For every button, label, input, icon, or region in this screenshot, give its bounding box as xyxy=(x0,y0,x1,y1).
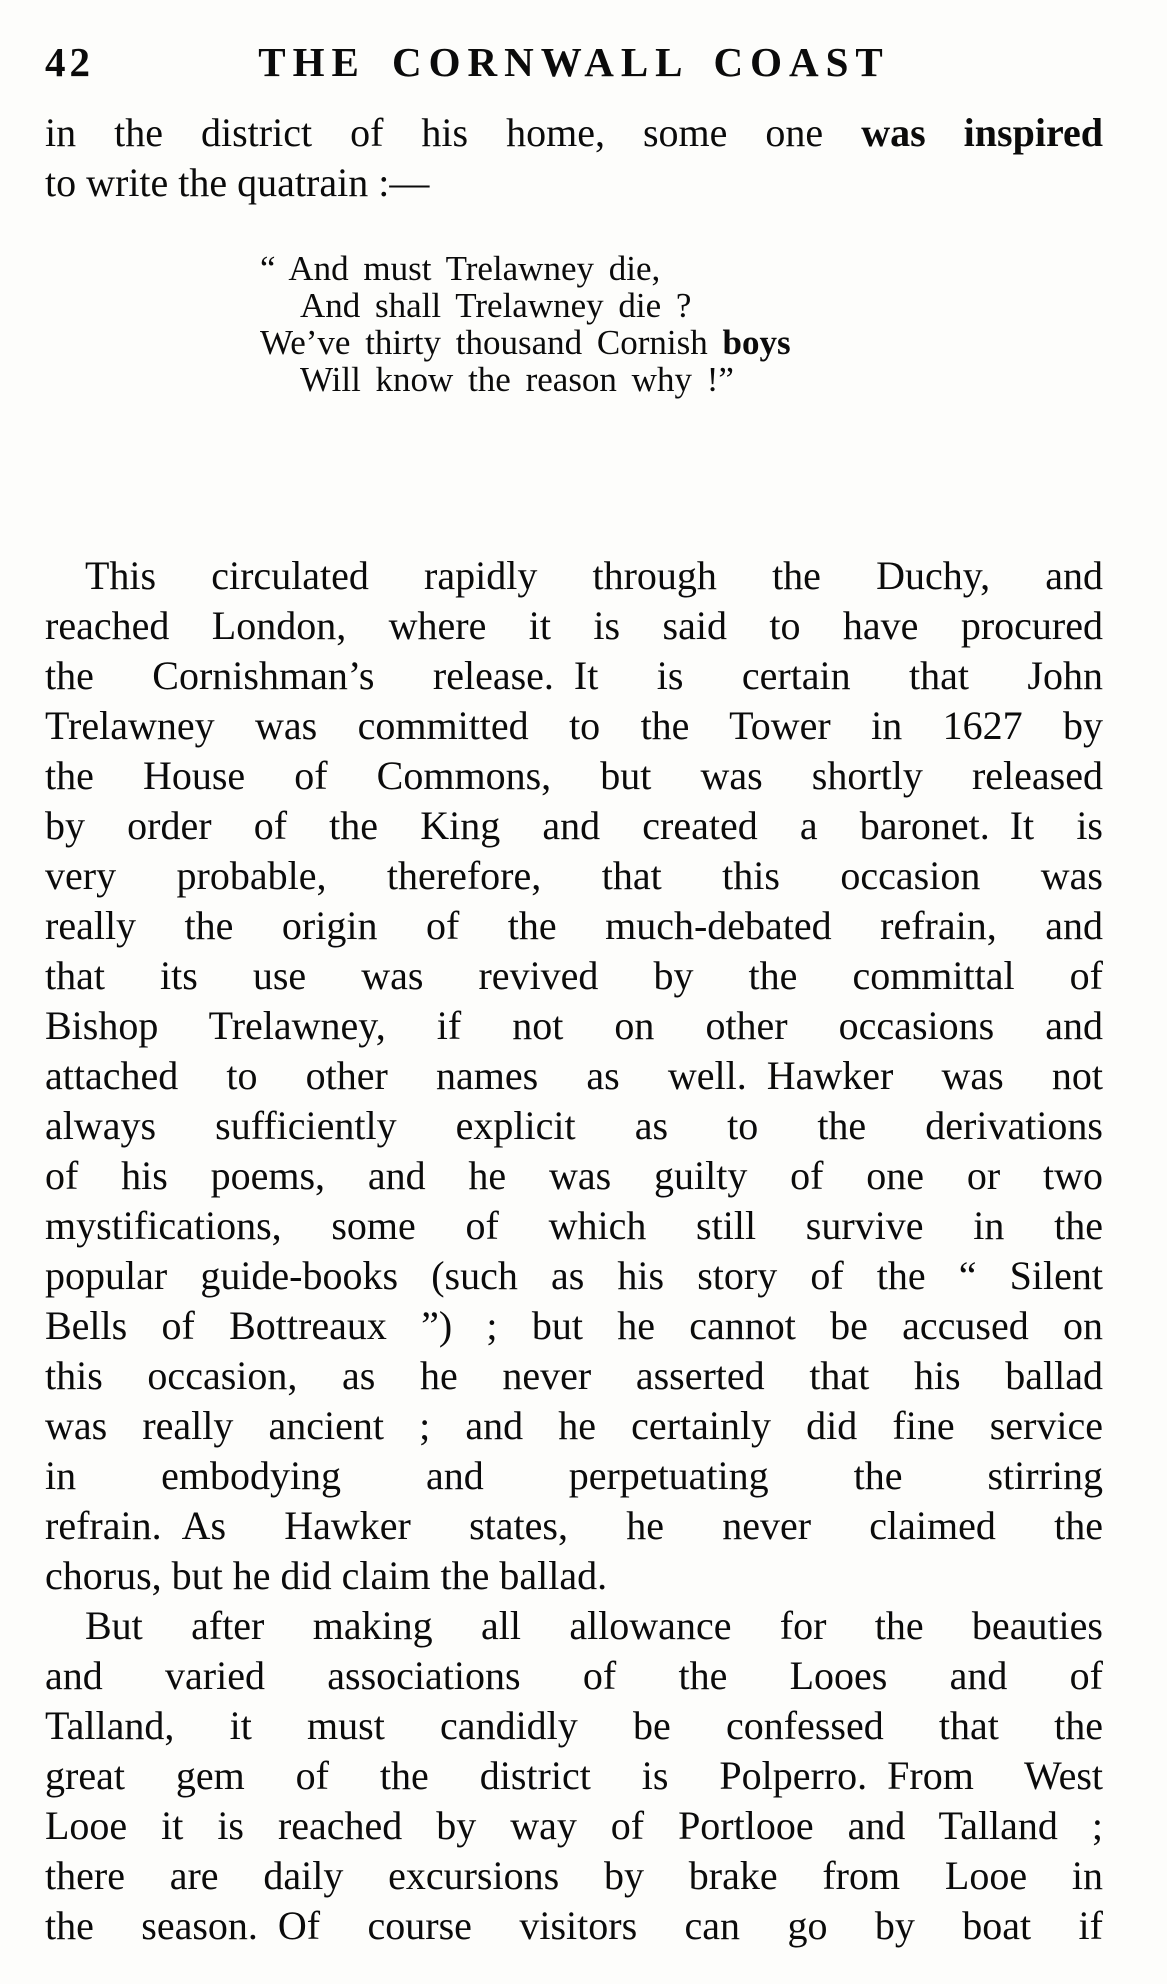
verse-line xyxy=(260,361,1103,398)
text-segment: reached London, where it is said to have procured xyxy=(45,603,1103,648)
text-segment: really the origin of the much-debated refrain, and xyxy=(45,903,1103,948)
text-line xyxy=(45,601,1103,651)
text-line xyxy=(45,951,1103,1001)
text-line xyxy=(45,801,1103,851)
text-segment: This circulated rapidly through the Duchy, and xyxy=(85,553,1103,598)
text-segment: and varied associations of the Looes and of xyxy=(45,1653,1103,1698)
text-line xyxy=(45,1651,1103,1701)
text-segment: We’ve thirty thousand Cornish xyxy=(260,323,723,362)
text-segment: by order of the King and created a baronet. It is xyxy=(45,803,1103,848)
quatrain-verse xyxy=(260,250,1103,398)
text-block xyxy=(45,108,1103,1951)
text-segment: Bishop Trelawney, if not on other occasions and xyxy=(45,1003,1103,1048)
text-segment: chorus, but he did claim the ballad. xyxy=(45,1553,608,1598)
running-head xyxy=(45,40,1103,84)
text-segment: in the district of his home, some one xyxy=(45,110,862,155)
text-segment: great gem of the district is Polperro. From West xyxy=(45,1753,1103,1798)
text-segment: in embodying and perpetuating the stirring xyxy=(45,1453,1103,1498)
text-segment: And shall Trelawney die ? xyxy=(300,286,692,325)
text-line xyxy=(45,551,1103,601)
text-line xyxy=(45,1201,1103,1251)
text-line xyxy=(45,1701,1103,1751)
verse-line xyxy=(260,250,1103,287)
paragraph-closing xyxy=(45,1601,1103,1951)
text-segment: refrain. As Hawker states, he never claimed the xyxy=(45,1503,1103,1548)
text-line xyxy=(45,1301,1103,1351)
text-segment: Will know the reason why !” xyxy=(300,360,734,399)
text-line xyxy=(45,1751,1103,1801)
text-line xyxy=(45,701,1103,751)
text-segment: Bells of Bottreaux ”) ; but he cannot be accused on xyxy=(45,1303,1103,1348)
text-segment: to write the quatrain :— xyxy=(45,160,430,205)
text-line xyxy=(45,901,1103,951)
text-segment: that its use was revived by the committal of xyxy=(45,953,1103,998)
text-segment: mystifications, some of which still survive in the xyxy=(45,1203,1103,1248)
text-line xyxy=(45,1801,1103,1851)
bold-text-segment: boys xyxy=(722,323,791,362)
text-line xyxy=(45,1601,1103,1651)
text-segment: popular guide-books (such as his story of the “ Silent xyxy=(45,1253,1103,1298)
paragraph-intro xyxy=(45,108,1103,208)
text-line xyxy=(45,851,1103,901)
text-line xyxy=(45,1401,1103,1451)
text-segment: Trelawney was committed to the Tower in 1627 by xyxy=(45,703,1103,748)
text-segment: But after making all allowance for the beauties xyxy=(85,1603,1103,1648)
text-segment: this occasion, as he never asserted that his ballad xyxy=(45,1353,1103,1398)
page-number: 42 xyxy=(45,39,94,85)
bold-text-segment: was inspired xyxy=(861,110,1103,155)
text-line xyxy=(45,1251,1103,1301)
verse-line xyxy=(260,287,1103,324)
text-segment: of his poems, and he was guilty of one or two xyxy=(45,1153,1103,1198)
text-segment: very probable, therefore, that this occasion was xyxy=(45,853,1103,898)
text-line xyxy=(45,1101,1103,1151)
text-line xyxy=(45,1901,1103,1951)
text-line xyxy=(45,158,1103,208)
text-line xyxy=(45,1551,1103,1601)
text-segment: Talland, it must candidly be confessed that the xyxy=(45,1703,1103,1748)
paragraph-body xyxy=(45,551,1103,1601)
text-segment: the season. Of course visitors can go by boat if xyxy=(45,1903,1103,1948)
verse-line xyxy=(260,324,1103,361)
text-segment: always sufficiently explicit as to the derivations xyxy=(45,1103,1103,1148)
text-line xyxy=(45,651,1103,701)
text-segment: “ And must Trelawney die, xyxy=(260,249,661,288)
text-line xyxy=(45,1001,1103,1051)
text-line xyxy=(45,1851,1103,1901)
text-line xyxy=(45,1351,1103,1401)
text-line xyxy=(45,751,1103,801)
text-segment: was really ancient ; and he certainly did fine service xyxy=(45,1403,1103,1448)
text-segment: the House of Commons, but was shortly released xyxy=(45,753,1103,798)
text-segment: attached to other names as well. Hawker was not xyxy=(45,1053,1103,1098)
page-title: THE CORNWALL COAST xyxy=(258,39,890,85)
text-line xyxy=(45,1451,1103,1501)
text-segment: the Cornishman’s release. It is certain that John xyxy=(45,653,1103,698)
text-line xyxy=(45,1051,1103,1101)
text-line xyxy=(45,108,1103,158)
text-line xyxy=(45,1151,1103,1201)
text-line xyxy=(45,1501,1103,1551)
text-segment: there are daily excursions by brake from Looe in xyxy=(45,1853,1103,1898)
text-segment: Looe it is reached by way of Portlooe and Talland ; xyxy=(45,1803,1103,1848)
